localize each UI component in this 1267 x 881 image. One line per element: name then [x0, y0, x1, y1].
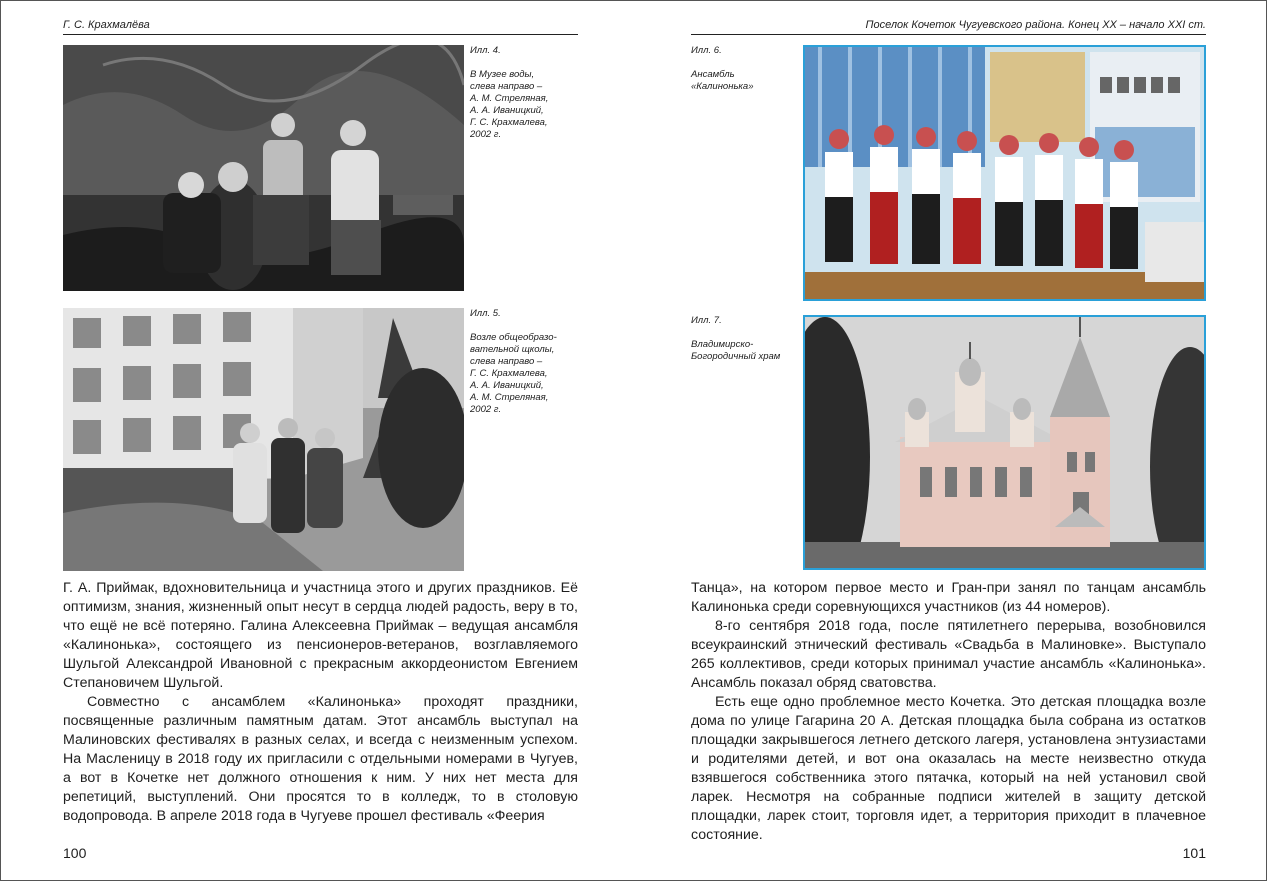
figure-label: Илл. 5.: [470, 308, 501, 319]
paragraph: 8-го сентября 2018 года, после пятилетнего перерыва, возобновился всеукраинский этнический фестиваль «Свадьба в Малиновке». Выступало 265 коллективов, среди которых принимал участие ансамбль «Калинонька». Ансамбль показал обряд сватовства.: [691, 618, 1206, 691]
caption-line: Г. С. Крахмалева,: [470, 368, 548, 379]
running-head: Поселок Кочеток Чугуевского района. Конец XX – начало XXI ст.: [865, 19, 1206, 31]
caption-line: А. А. Иваницкий,: [470, 105, 544, 116]
figure-label: Илл. 6.: [691, 45, 722, 56]
left-body-text: [63, 579, 578, 826]
right-body-text: [691, 579, 1206, 845]
paragraph: Г. А. Приймак, вдохновительница и участница этого и других праздников. Её оптимизм, знания, жизненный опыт несут в сердца людей радость, веру в то, что ещё не всё потеряно. Галина Алексеевна Приймак – ведущая ансамбля «Калинонька», состоящего из пенсионеров-ветеранов, возглавляемого Шульгой Александрой Ивановной с прекрасным аккордеонистом Евгением Степановичем Шульгой.: [63, 580, 578, 691]
caption-line: 2002 г.: [470, 404, 502, 415]
caption-line: А. М. Стреляная,: [470, 392, 549, 403]
caption-line: В Музее воды,: [470, 69, 535, 80]
caption-line: вательной щколы,: [470, 344, 555, 355]
caption-line: Г. С. Крахмалева,: [470, 117, 548, 128]
caption-line: слева направо –: [470, 356, 543, 367]
page-number: 100: [63, 845, 87, 861]
paragraph: Есть еще одно проблемное место Кочетка. Это детская площадка возле дома по улице Гагарина 20 А. Детская площадка была собрана из остатков площадки закрывшегося летнего детского лагеря, установлена энтузиастами и родителями детей, и вот она оказалась на месте неизвестно откуда взявшегося собственника этого пятачка, который на ней установил свой ларек. Несмотря на собранные подписи жителей в защиту детской площадки, ларек стоит, торговля идет, а территория приходит в плачевное состояние.: [691, 694, 1206, 843]
paragraph: Совместно с ансамблем «Калинонька» проходят праздники, посвященные различным памятным датам. Этот ансамбль выступал на Малиновских фестивалях в разных селах, и всегда с неизменным успехом. На Масленицу в 2018 году их пригласили с отдельными номерами в Чугуев, а вот в Кочетке нет должного отношения к ним. У них нет места для репетиций, выступлений. Они просятся то в колледж, то в столовую водопровода. В апреле 2018 года в Чугуеве прошел фестиваль «Феерия: [63, 694, 578, 824]
paragraph: Танца», на котором первое место и Гран-при занял по танцам ансамбль Калинонька среди соревнующихся участников (из 44 номеров).: [691, 580, 1206, 615]
figure-label: Илл. 4.: [470, 45, 501, 56]
photo-ensemble-kalinonka: [803, 45, 1206, 301]
running-head: Г. С. Крахмалёва: [63, 19, 150, 31]
caption-line: А. М. Стреляная,: [470, 93, 549, 104]
caption-illustration-4: [470, 45, 605, 141]
left-page: [1, 1, 634, 880]
caption-line: слева направо –: [470, 81, 543, 92]
photo-church: [803, 315, 1206, 570]
photo-school-building: [63, 308, 464, 571]
caption-line: 2002 г.: [470, 129, 502, 140]
figure-label: Илл. 7.: [691, 315, 722, 326]
caption-line: Владимирско-: [691, 339, 754, 350]
caption-line: Ансамбль: [691, 69, 735, 80]
caption-line: «Калинонька»: [691, 81, 754, 92]
caption-line: А. А. Иваницкий,: [470, 380, 544, 391]
header-rule: [691, 34, 1206, 35]
caption-line: Возле общеобразо-: [470, 332, 557, 343]
right-page: [634, 1, 1266, 880]
caption-line: Богородичный храм: [691, 351, 781, 362]
caption-illustration-5: [470, 308, 605, 416]
header-rule: [63, 34, 578, 35]
page-number: 101: [1182, 845, 1206, 861]
photo-museum-interior: [63, 45, 464, 291]
